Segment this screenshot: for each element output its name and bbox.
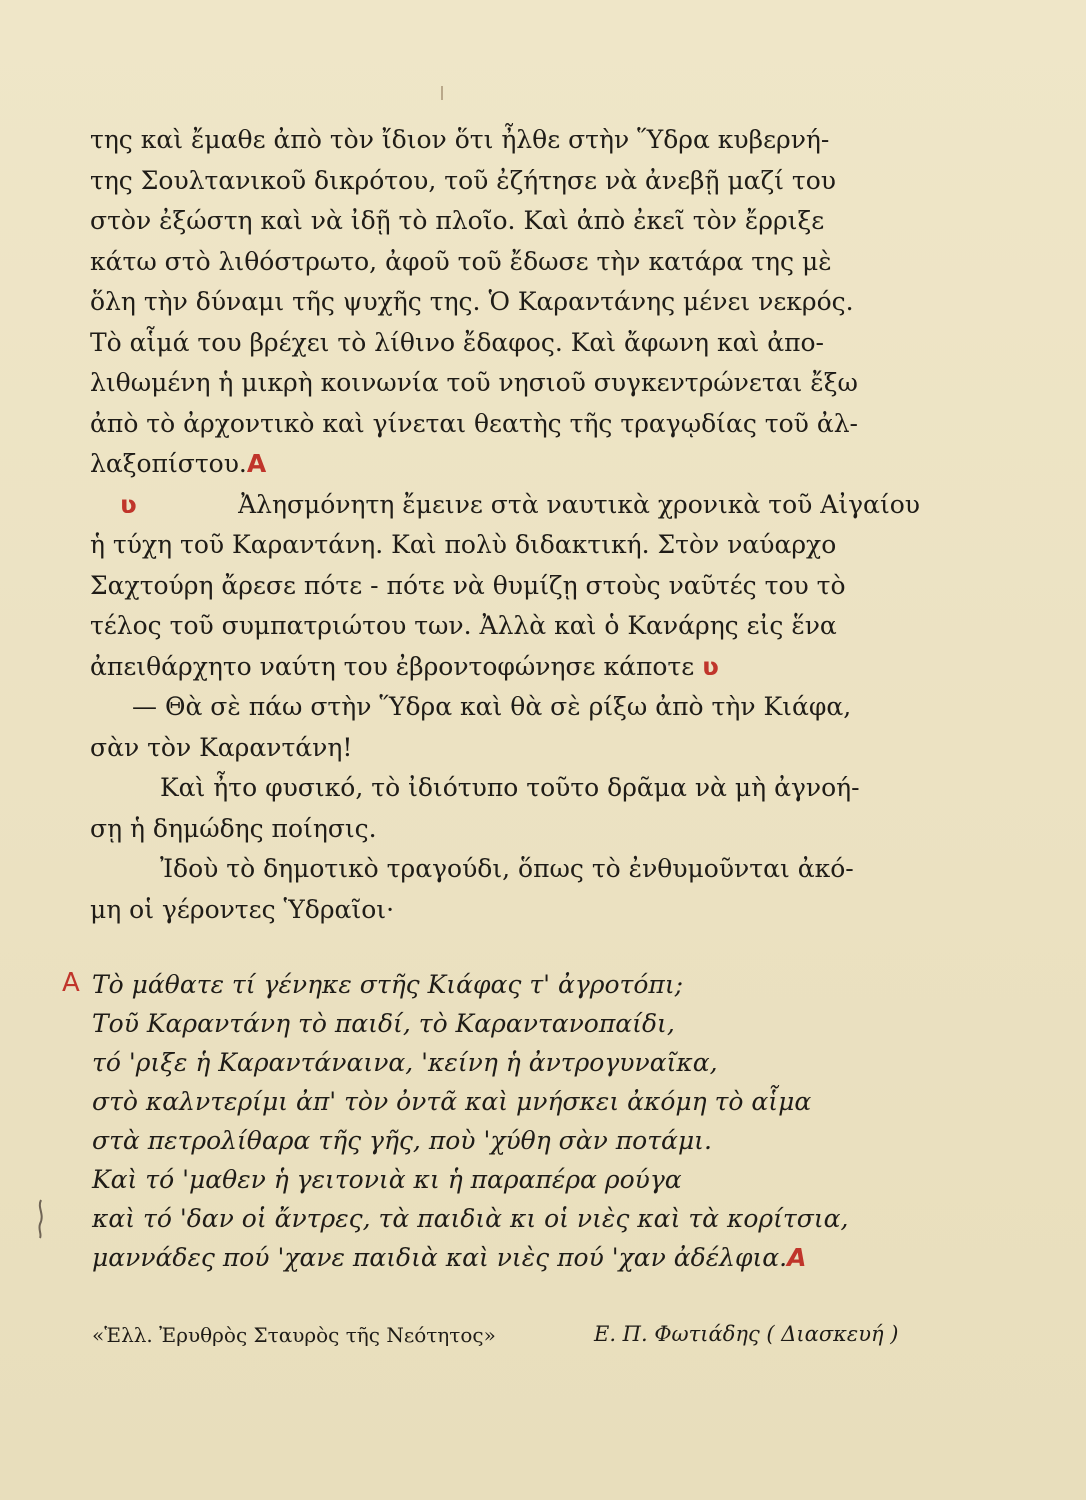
prose-line: ὅλη τὴν δύναμι τῆς ψυχῆς της. Ὁ Καραντάνης μένει νεκρός. <box>90 287 854 316</box>
prose-line: Καὶ ἦτο φυσικό, τὸ ἰδιότυπο τοῦτο δρᾶμα νὰ μὴ ἀγνοή- <box>160 773 860 802</box>
prose-line: λαξοπίστου. A <box>90 444 920 485</box>
poem-line: Καὶ τό 'μαθεν ἡ γειτονιὰ κι ἡ παραπέρα ρούγα <box>92 1165 682 1194</box>
poem-line: μαννάδες πού 'χανε παιδιὰ καὶ νιὲς πού 'χαν ἀδέλφια.A <box>92 1243 807 1272</box>
prose-line: ἡ τύχη τοῦ Καραντάνη. Καὶ πολὺ διδακτική. Στὸν ναύαρχο <box>90 530 837 559</box>
red-pencil-mark: A <box>246 449 267 478</box>
prose-line: σὰν τὸν Καραντάνη! <box>90 732 353 762</box>
prose-line: στὸν ἐξώστη καὶ νὰ ἰδῇ τὸ πλοῖο. Καὶ ἀπὸ ἐκεῖ τὸν ἔρριξε <box>90 206 825 235</box>
red-pencil-mark: ʋ <box>702 651 719 681</box>
poem-line: τό 'ριξε ἡ Καραντάναινα, 'κείνη ἡ ἀντρογυναῖκα, <box>92 1048 718 1077</box>
poem-line: καὶ τό 'δαν οἱ ἄντρες, τὰ παιδιὰ κι οἱ νιὲς καὶ τὰ κορίτσια, <box>92 1204 849 1233</box>
poem-line: Τὸ μάθατε τί γένηκε στῆς Κιάφας τ' ἀγροτόπι; <box>92 970 684 999</box>
prose-line: ʋ Ἀλησμόνητη ἔμεινε στὰ ναυτικὰ χρονικὰ τοῦ Αἰγαίου <box>90 485 920 526</box>
source-credit: «Ἑλλ. Ἐρυθρὸς Σταυρὸς τῆς Νεότητος» <box>92 1323 496 1347</box>
poem-line: στὸ καλντερίμι ἀπ' τὸν ὀντᾶ καὶ μνήσκει ἀκόμη τὸ αἷμα <box>92 1087 812 1116</box>
prose-line: ἀπὸ τὸ ἀρχοντικὸ καὶ γίνεται θεατὴς τῆς τραγῳδίας τοῦ ἀλ- <box>90 408 859 438</box>
folk-song <box>92 965 932 1277</box>
prose-line: Ἰδοὺ τὸ δημοτικὸ τραγούδι, ὅπως τὸ ἐνθυμοῦνται ἀκό- <box>160 854 854 883</box>
prose-line: κάτω στὸ λιθόστρωτο, ἀφοῦ τοῦ ἔδωσε τὴν κατάρα της μὲ <box>90 246 832 276</box>
red-pencil-mark: ʋ <box>120 489 137 519</box>
prose-line: μη οἱ γέροντες Ὑδραῖοι· <box>90 894 395 924</box>
poem-line: Τοῦ Καραντάνη τὸ παιδί, τὸ Καραντανοπαίδι, <box>92 1009 675 1038</box>
prose-line: Τὸ αἷμά του βρέχει τὸ λίθινο ἔδαφος. Καὶ ἄφωνη καὶ ἀπο- <box>90 327 825 357</box>
author-credit: Ε. Π. Φωτιάδης ( Διασκευή ) <box>594 1322 899 1346</box>
red-pencil-mark: A <box>62 968 80 998</box>
prose-line: σῃ ἡ δημώδης ποίησις. <box>90 813 377 843</box>
red-pencil-mark: A <box>787 1243 807 1272</box>
prose-text <box>90 120 920 930</box>
prose-line: της καὶ ἔμαθε ἀπὸ τὸν ἴδιον ὅτι ἦλθε στὴν Ὕδρα κυβερνή- <box>90 125 830 154</box>
prose-line: της Σουλτανικοῦ δικρότου, τοῦ ἐζήτησε νὰ ἀνεβῇ μαζί του <box>90 165 836 195</box>
prose-line: λιθωμένη ἡ μικρὴ κοινωνία τοῦ νησιοῦ συγκεντρώνεται ἔξω <box>90 368 858 397</box>
pencil-stroke <box>441 86 443 100</box>
margin-pencil-mark <box>34 1198 48 1240</box>
prose-line: τέλος τοῦ συμπατριώτου των. Ἀλλὰ καὶ ὁ Κανάρης εἰς ἕνα <box>90 611 837 640</box>
prose-line: ἀπειθάρχητο ναύτη του ἐβροντοφώνησε κάποτε ʋ <box>90 647 920 688</box>
prose-line: — Θὰ σὲ πάω στὴν Ὕδρα καὶ θὰ σὲ ρίξω ἀπὸ τὴν Κιάφα, <box>132 692 852 721</box>
poem-line: στὰ πετρολίθαρα τῆς γῆς, ποὺ 'χύθη σὰν ποτάμι. <box>92 1126 712 1155</box>
prose-line: Σαχτούρη ἄρεσε πότε - πότε νὰ θυμίζῃ στοὺς ναῦτές του τὸ <box>90 570 846 600</box>
margin-scribble-icon <box>34 1198 48 1240</box>
